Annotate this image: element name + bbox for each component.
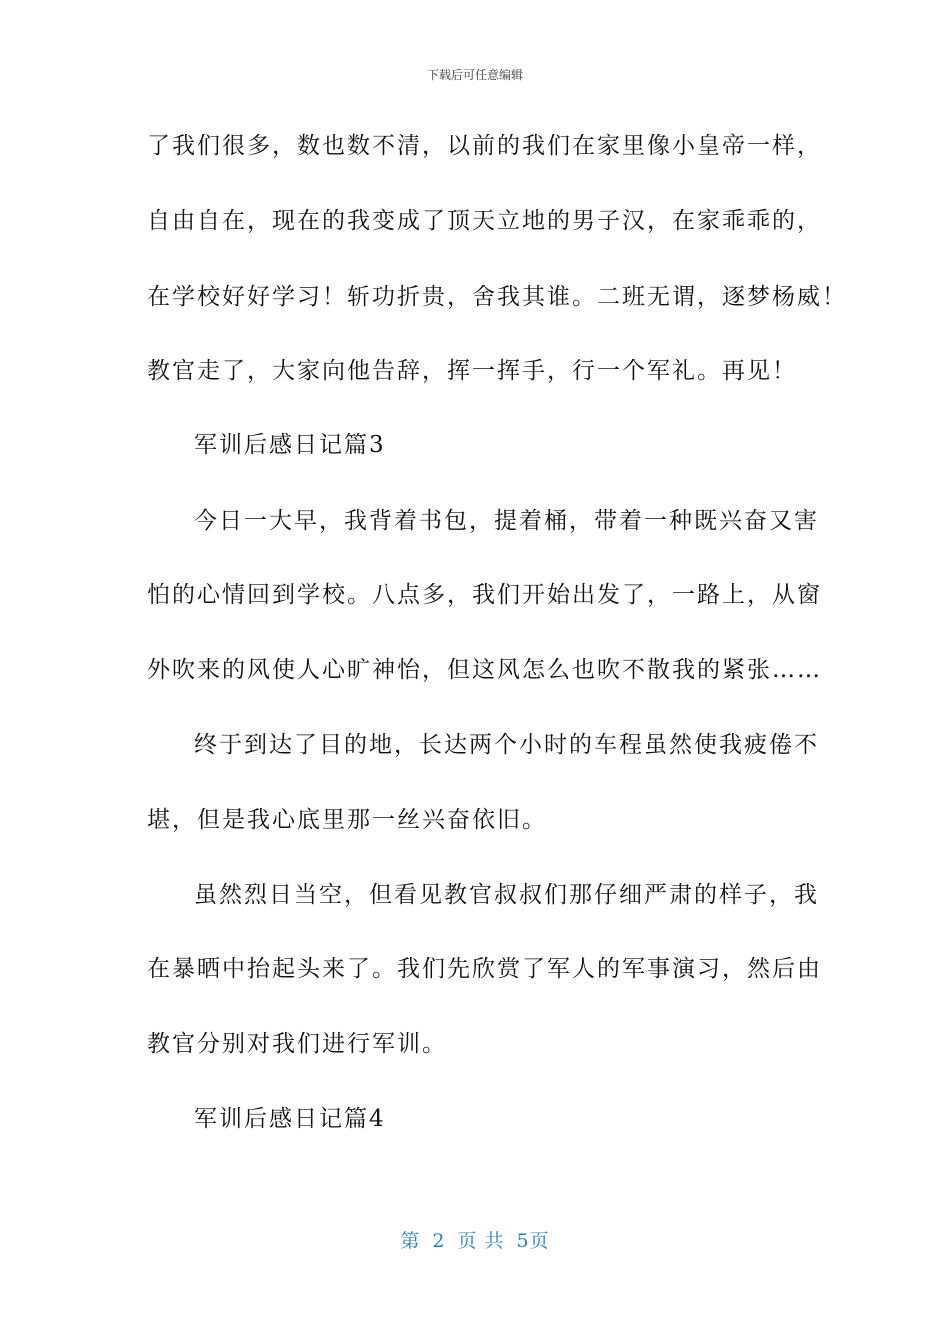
page-header: 下载后可任意编辑 xyxy=(426,68,523,82)
text-line: 在学校好好学习！斩功折贵，舍我其谁。二班无谓，逐梦杨威！ xyxy=(147,284,847,310)
text-line: 教官分别对我们进行军训。 xyxy=(147,1031,447,1057)
text-line: 堪，但是我心底里那一丝兴奋依旧。 xyxy=(147,807,547,833)
footer-page-number: 2 xyxy=(432,1230,446,1252)
text-line: 怕的心情回到学校。八点多，我们开始出发了，一路上，从窗 xyxy=(147,582,822,608)
text-line: 了我们很多，数也数不清，以前的我们在家里像小皇帝一样， xyxy=(147,133,822,159)
section-heading: 军训后感日记篇3 xyxy=(194,432,386,458)
text-line: 外吹来的风使人心旷神怡，但这风怎么也吹不散我的紧张…… xyxy=(147,657,822,683)
text-line: 终于到达了目的地，长达两个小时的车程虽然使我疲倦不 xyxy=(194,732,819,758)
text-line: 今日一大早，我背着书包，提着桶，带着一种既兴奋又害 xyxy=(194,508,819,534)
text-line: 教官走了，大家向他告辞，挥一挥手，行一个军礼。再见！ xyxy=(147,358,797,384)
text-line: 在暴晒中抬起头来了。我们先欣赏了军人的军事演习，然后由 xyxy=(147,956,822,982)
text-line: 虽然烈日当空，但看见教官叔叔们那仔细严肃的样子，我 xyxy=(194,882,819,908)
footer-middle: 页 共 xyxy=(457,1230,505,1252)
section-heading: 军训后感日记篇4 xyxy=(194,1106,386,1132)
text-line: 自由自在，现在的我变成了顶天立地的男子汉，在家乖乖的， xyxy=(147,208,822,234)
footer-total: 5页 xyxy=(516,1230,550,1252)
page-footer xyxy=(0,1226,950,1253)
footer-prefix: 第 xyxy=(400,1230,421,1252)
